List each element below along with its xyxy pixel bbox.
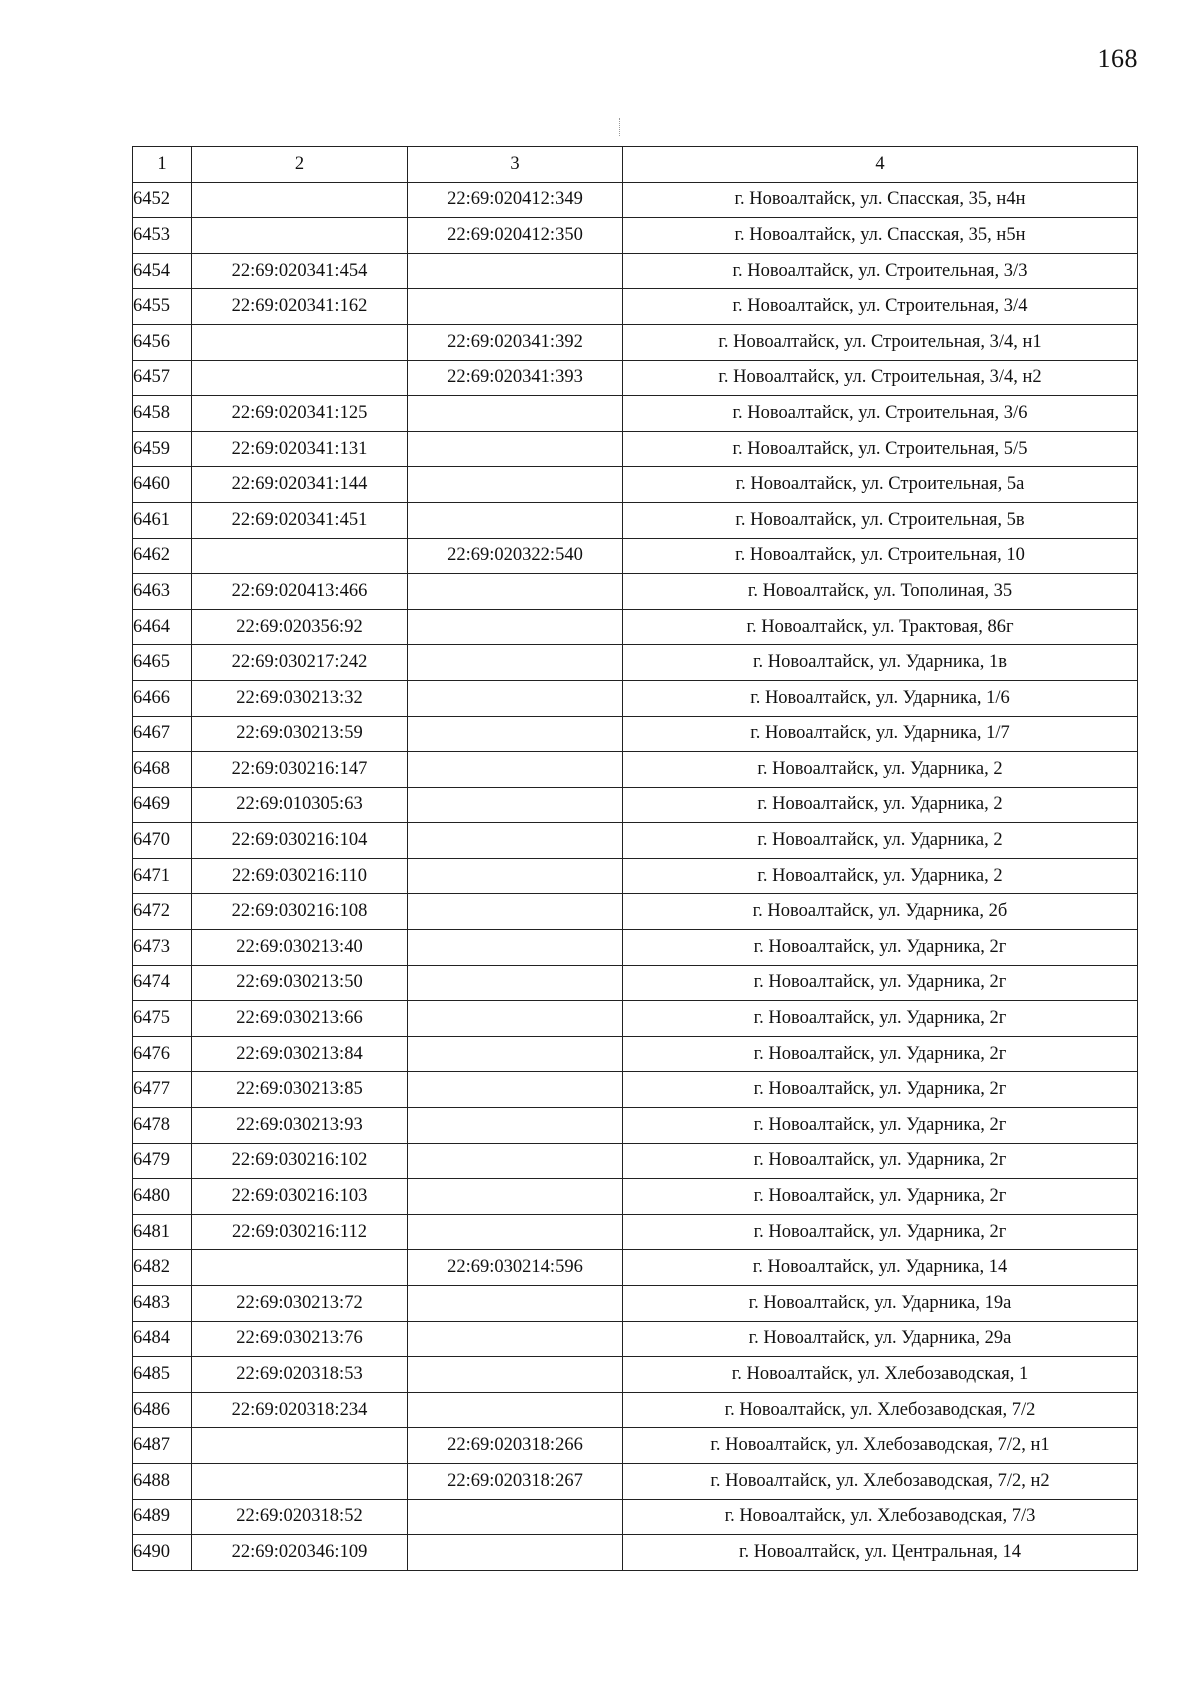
address-cell: г. Новоалтайск, ул. Хлебозаводская, 1: [623, 1357, 1138, 1393]
table-row: [133, 396, 1138, 432]
table-row: [133, 858, 1138, 894]
object-cadastral-cell: 22:69:030214:596: [408, 1250, 623, 1286]
address-cell: г. Новоалтайск, ул. Строительная, 3/3: [623, 253, 1138, 289]
address-cell: г. Новоалтайск, ул. Ударника, 19а: [623, 1286, 1138, 1322]
row-number-cell: 6471: [133, 858, 192, 894]
land-cadastral-cell: 22:69:020341:125: [192, 396, 408, 432]
table-row: [133, 1250, 1138, 1286]
object-cadastral-cell: [408, 574, 623, 610]
row-number-cell: 6478: [133, 1108, 192, 1144]
address-cell: г. Новоалтайск, ул. Строительная, 10: [623, 538, 1138, 574]
land-cadastral-cell: 22:69:030213:66: [192, 1001, 408, 1037]
table-row: [133, 1321, 1138, 1357]
land-cadastral-cell: 22:69:020318:52: [192, 1499, 408, 1535]
land-cadastral-cell: 22:69:030216:103: [192, 1179, 408, 1215]
land-cadastral-cell: 22:69:030213:40: [192, 930, 408, 966]
scan-artifact: [619, 118, 621, 136]
row-number-cell: 6481: [133, 1214, 192, 1250]
address-cell: г. Новоалтайск, ул. Тополиная, 35: [623, 574, 1138, 610]
row-number-cell: 6464: [133, 609, 192, 645]
row-number-cell: 6479: [133, 1143, 192, 1179]
row-number-cell: 6458: [133, 396, 192, 432]
row-number-cell: 6474: [133, 965, 192, 1001]
object-cadastral-cell: 22:69:020341:393: [408, 360, 623, 396]
object-cadastral-cell: [408, 752, 623, 788]
table-row: [133, 324, 1138, 360]
table-row: [133, 1392, 1138, 1428]
object-cadastral-cell: [408, 1392, 623, 1428]
row-number-cell: 6461: [133, 502, 192, 538]
row-number-cell: 6476: [133, 1036, 192, 1072]
object-cadastral-cell: [408, 716, 623, 752]
object-cadastral-cell: 22:69:020412:350: [408, 218, 623, 254]
land-cadastral-cell: 22:69:020346:109: [192, 1535, 408, 1571]
address-cell: г. Новоалтайск, ул. Ударника, 2г: [623, 1001, 1138, 1037]
land-cadastral-cell: 22:69:020341:131: [192, 431, 408, 467]
address-cell: г. Новоалтайск, ул. Ударника, 14: [623, 1250, 1138, 1286]
land-cadastral-cell: 22:69:030213:93: [192, 1108, 408, 1144]
object-cadastral-cell: [408, 894, 623, 930]
land-cadastral-cell: 22:69:020341:454: [192, 253, 408, 289]
table-row: [133, 1036, 1138, 1072]
row-number-cell: 6485: [133, 1357, 192, 1393]
address-cell: г. Новоалтайск, ул. Строительная, 3/4, н2: [623, 360, 1138, 396]
land-cadastral-cell: 22:69:020413:466: [192, 574, 408, 610]
row-number-cell: 6487: [133, 1428, 192, 1464]
object-cadastral-cell: [408, 823, 623, 859]
table-row: [133, 965, 1138, 1001]
row-number-cell: 6486: [133, 1392, 192, 1428]
address-cell: г. Новоалтайск, ул. Центральная, 14: [623, 1535, 1138, 1571]
land-cadastral-cell: 22:69:030216:102: [192, 1143, 408, 1179]
row-number-cell: 6456: [133, 324, 192, 360]
address-cell: г. Новоалтайск, ул. Строительная, 5а: [623, 467, 1138, 503]
address-cell: г. Новоалтайск, ул. Ударника, 2: [623, 752, 1138, 788]
row-number-cell: 6490: [133, 1535, 192, 1571]
table-row: [133, 609, 1138, 645]
table-row: [133, 574, 1138, 610]
table-row: [133, 289, 1138, 325]
header-cell-object-cadastral: 3: [408, 147, 623, 183]
row-number-cell: 6454: [133, 253, 192, 289]
object-cadastral-cell: [408, 396, 623, 432]
object-cadastral-cell: [408, 787, 623, 823]
object-cadastral-cell: [408, 289, 623, 325]
row-number-cell: 6470: [133, 823, 192, 859]
land-cadastral-cell: 22:69:030213:84: [192, 1036, 408, 1072]
object-cadastral-cell: 22:69:020322:540: [408, 538, 623, 574]
object-cadastral-cell: [408, 502, 623, 538]
address-cell: г. Новоалтайск, ул. Спасская, 35, н4н: [623, 182, 1138, 218]
address-cell: г. Новоалтайск, ул. Ударника, 2г: [623, 1036, 1138, 1072]
land-cadastral-cell: [192, 1250, 408, 1286]
table-row: [133, 1535, 1138, 1571]
address-cell: г. Новоалтайск, ул. Хлебозаводская, 7/2: [623, 1392, 1138, 1428]
address-cell: г. Новоалтайск, ул. Ударника, 2б: [623, 894, 1138, 930]
land-cadastral-cell: 22:69:030213:85: [192, 1072, 408, 1108]
object-cadastral-cell: [408, 1286, 623, 1322]
table-row: [133, 1143, 1138, 1179]
object-cadastral-cell: [408, 431, 623, 467]
table-row: [133, 823, 1138, 859]
object-cadastral-cell: [408, 858, 623, 894]
address-cell: г. Новоалтайск, ул. Ударника, 2: [623, 858, 1138, 894]
object-cadastral-cell: [408, 1143, 623, 1179]
object-cadastral-cell: [408, 1214, 623, 1250]
land-cadastral-cell: 22:69:030213:50: [192, 965, 408, 1001]
object-cadastral-cell: 22:69:020318:266: [408, 1428, 623, 1464]
land-cadastral-cell: [192, 1428, 408, 1464]
object-cadastral-cell: [408, 1535, 623, 1571]
table-row: [133, 930, 1138, 966]
address-cell: г. Новоалтайск, ул. Хлебозаводская, 7/2, н1: [623, 1428, 1138, 1464]
row-number-cell: 6459: [133, 431, 192, 467]
object-cadastral-cell: [408, 1357, 623, 1393]
row-number-cell: 6489: [133, 1499, 192, 1535]
table-row: [133, 360, 1138, 396]
row-number-cell: 6472: [133, 894, 192, 930]
land-cadastral-cell: 22:69:030216:147: [192, 752, 408, 788]
table-row: [133, 1072, 1138, 1108]
table-row: [133, 1428, 1138, 1464]
land-cadastral-cell: 22:69:020341:144: [192, 467, 408, 503]
address-cell: г. Новоалтайск, ул. Ударника, 2г: [623, 1179, 1138, 1215]
table-row: [133, 894, 1138, 930]
object-cadastral-cell: [408, 965, 623, 1001]
table-body: [133, 182, 1138, 1570]
land-cadastral-cell: 22:69:010305:63: [192, 787, 408, 823]
row-number-cell: 6466: [133, 680, 192, 716]
address-cell: г. Новоалтайск, ул. Ударника, 2г: [623, 930, 1138, 966]
table-row: [133, 1286, 1138, 1322]
row-number-cell: 6475: [133, 1001, 192, 1037]
row-number-cell: 6465: [133, 645, 192, 681]
table-row: [133, 182, 1138, 218]
address-cell: г. Новоалтайск, ул. Ударника, 2: [623, 823, 1138, 859]
row-number-cell: 6457: [133, 360, 192, 396]
row-number-cell: 6477: [133, 1072, 192, 1108]
land-cadastral-cell: [192, 218, 408, 254]
row-number-cell: 6473: [133, 930, 192, 966]
object-cadastral-cell: [408, 1001, 623, 1037]
row-number-cell: 6462: [133, 538, 192, 574]
land-cadastral-cell: 22:69:030216:110: [192, 858, 408, 894]
land-cadastral-cell: 22:69:030213:32: [192, 680, 408, 716]
table-row: [133, 431, 1138, 467]
table-row: [133, 253, 1138, 289]
address-cell: г. Новоалтайск, ул. Строительная, 5в: [623, 502, 1138, 538]
row-number-cell: 6463: [133, 574, 192, 610]
land-cadastral-cell: 22:69:030213:72: [192, 1286, 408, 1322]
row-number-cell: 6482: [133, 1250, 192, 1286]
table-row: [133, 645, 1138, 681]
object-cadastral-cell: [408, 467, 623, 503]
address-cell: г. Новоалтайск, ул. Ударника, 2г: [623, 1214, 1138, 1250]
row-number-cell: 6460: [133, 467, 192, 503]
row-number-cell: 6467: [133, 716, 192, 752]
object-cadastral-cell: 22:69:020341:392: [408, 324, 623, 360]
registry-table: [132, 146, 1138, 1571]
address-cell: г. Новоалтайск, ул. Ударника, 2: [623, 787, 1138, 823]
object-cadastral-cell: [408, 1072, 623, 1108]
table-row: [133, 1499, 1138, 1535]
address-cell: г. Новоалтайск, ул. Ударника, 2г: [623, 1072, 1138, 1108]
header-cell-address: 4: [623, 147, 1138, 183]
address-cell: г. Новоалтайск, ул. Строительная, 3/6: [623, 396, 1138, 432]
land-cadastral-cell: 22:69:030213:59: [192, 716, 408, 752]
table-row: [133, 752, 1138, 788]
table-row: [133, 1463, 1138, 1499]
address-cell: г. Новоалтайск, ул. Строительная, 3/4, н1: [623, 324, 1138, 360]
object-cadastral-cell: [408, 609, 623, 645]
land-cadastral-cell: 22:69:020341:451: [192, 502, 408, 538]
object-cadastral-cell: [408, 1179, 623, 1215]
address-cell: г. Новоалтайск, ул. Ударника, 1/7: [623, 716, 1138, 752]
address-cell: г. Новоалтайск, ул. Ударника, 2г: [623, 965, 1138, 1001]
address-cell: г. Новоалтайск, ул. Ударника, 2г: [623, 1108, 1138, 1144]
table-row: [133, 1179, 1138, 1215]
address-cell: г. Новоалтайск, ул. Спасская, 35, н5н: [623, 218, 1138, 254]
address-cell: г. Новоалтайск, ул. Трактовая, 86г: [623, 609, 1138, 645]
object-cadastral-cell: [408, 680, 623, 716]
table-row: [133, 218, 1138, 254]
object-cadastral-cell: [408, 1108, 623, 1144]
object-cadastral-cell: 22:69:020318:267: [408, 1463, 623, 1499]
header-cell-number: 1: [133, 147, 192, 183]
land-cadastral-cell: 22:69:020318:53: [192, 1357, 408, 1393]
object-cadastral-cell: [408, 645, 623, 681]
object-cadastral-cell: [408, 1321, 623, 1357]
land-cadastral-cell: 22:69:030217:242: [192, 645, 408, 681]
object-cadastral-cell: 22:69:020412:349: [408, 182, 623, 218]
object-cadastral-cell: [408, 1036, 623, 1072]
table-row: [133, 467, 1138, 503]
land-cadastral-cell: 22:69:030213:76: [192, 1321, 408, 1357]
row-number-cell: 6488: [133, 1463, 192, 1499]
table-row: [133, 1357, 1138, 1393]
land-cadastral-cell: 22:69:020318:234: [192, 1392, 408, 1428]
land-cadastral-cell: 22:69:030216:104: [192, 823, 408, 859]
row-number-cell: 6455: [133, 289, 192, 325]
address-cell: г. Новоалтайск, ул. Строительная, 3/4: [623, 289, 1138, 325]
row-number-cell: 6484: [133, 1321, 192, 1357]
header-cell-land-cadastral: 2: [192, 147, 408, 183]
land-cadastral-cell: 22:69:030216:108: [192, 894, 408, 930]
table-row: [133, 1001, 1138, 1037]
table-row: [133, 502, 1138, 538]
table-row: [133, 1214, 1138, 1250]
table-row: [133, 787, 1138, 823]
table-row: [133, 716, 1138, 752]
land-cadastral-cell: 22:69:020341:162: [192, 289, 408, 325]
address-cell: г. Новоалтайск, ул. Ударника, 29а: [623, 1321, 1138, 1357]
row-number-cell: 6469: [133, 787, 192, 823]
land-cadastral-cell: 22:69:020356:92: [192, 609, 408, 645]
land-cadastral-cell: [192, 182, 408, 218]
land-cadastral-cell: 22:69:030216:112: [192, 1214, 408, 1250]
land-cadastral-cell: [192, 538, 408, 574]
address-cell: г. Новоалтайск, ул. Хлебозаводская, 7/2, н2: [623, 1463, 1138, 1499]
row-number-cell: 6452: [133, 182, 192, 218]
address-cell: г. Новоалтайск, ул. Ударника, 2г: [623, 1143, 1138, 1179]
row-number-cell: 6453: [133, 218, 192, 254]
header-row: [133, 147, 1138, 183]
table-row: [133, 1108, 1138, 1144]
address-cell: г. Новоалтайск, ул. Ударника, 1/6: [623, 680, 1138, 716]
row-number-cell: 6480: [133, 1179, 192, 1215]
land-cadastral-cell: [192, 324, 408, 360]
address-cell: г. Новоалтайск, ул. Строительная, 5/5: [623, 431, 1138, 467]
land-cadastral-cell: [192, 360, 408, 396]
row-number-cell: 6483: [133, 1286, 192, 1322]
land-cadastral-cell: [192, 1463, 408, 1499]
address-cell: г. Новоалтайск, ул. Хлебозаводская, 7/3: [623, 1499, 1138, 1535]
table-row: [133, 680, 1138, 716]
object-cadastral-cell: [408, 1499, 623, 1535]
address-cell: г. Новоалтайск, ул. Ударника, 1в: [623, 645, 1138, 681]
object-cadastral-cell: [408, 930, 623, 966]
table-row: [133, 538, 1138, 574]
object-cadastral-cell: [408, 253, 623, 289]
page-number: 168: [1097, 44, 1138, 73]
row-number-cell: 6468: [133, 752, 192, 788]
